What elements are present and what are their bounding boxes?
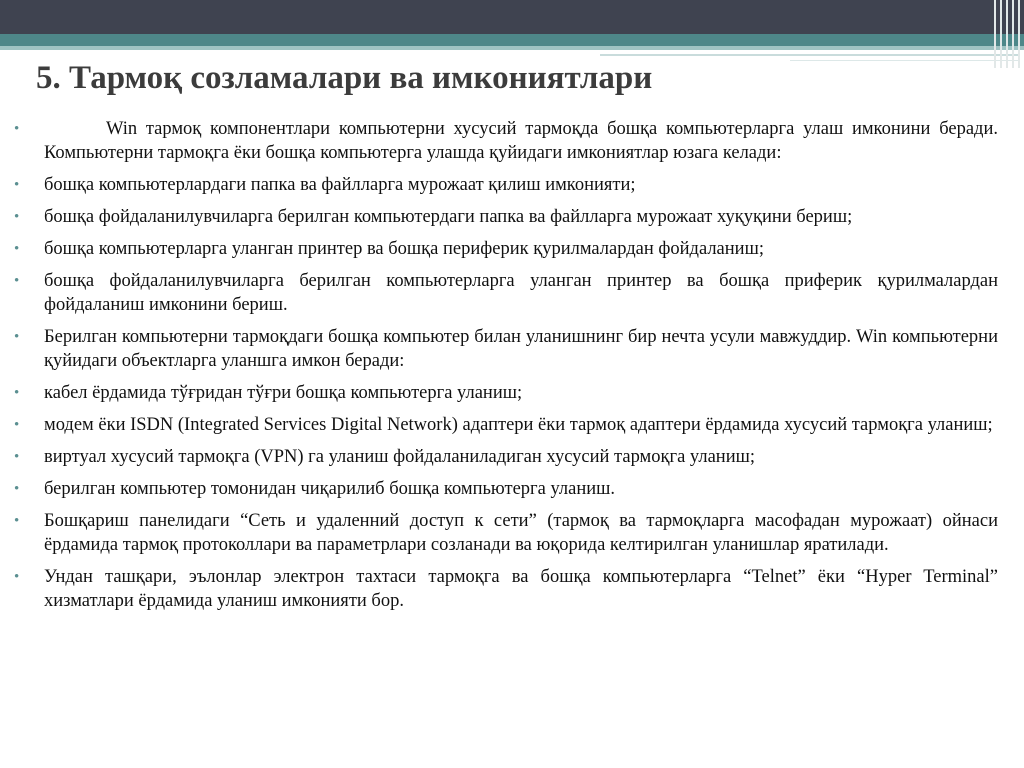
bullet-icon: • bbox=[14, 569, 20, 585]
bullet-icon: • bbox=[14, 481, 20, 497]
list-item bbox=[14, 117, 998, 165]
list-item-text: виртуал хусусий тармоқга (VPN) га уланиш фойдаланиладиган хусусий тармоқга уланиш; bbox=[44, 447, 755, 467]
corner-stripes bbox=[990, 0, 1024, 68]
header-dark-band bbox=[0, 0, 1024, 34]
bullet-icon: • bbox=[14, 513, 20, 529]
list-item-text: модем ёки ISDN (Integrated Services Digital Network) адаптери ёки тармоқ адаптери ёрдамида хусусий тармоқга уланиш; bbox=[44, 415, 993, 435]
list-item-text: бошқа компьютерларга уланган принтер ва бошқа периферик қурилмалардан фойдаланиш; bbox=[44, 239, 764, 259]
bullet-icon: • bbox=[14, 121, 20, 137]
list-item bbox=[14, 381, 998, 405]
header-light-band bbox=[0, 46, 1024, 50]
list-item bbox=[14, 509, 998, 557]
list-item bbox=[14, 237, 998, 261]
list-item-text: бошқа фойдаланилувчиларга берилган компьютердаги папка ва файлларга мурожаат хуқуқини бериш; bbox=[44, 207, 853, 227]
bullet-icon: • bbox=[14, 329, 20, 345]
list-item-text: Win тармоқ компонентлари компьютерни хусусий тармоқда бошқа компьютерларга улаш имконини беради. Компьютерни тармоқга ёки бошқа компьютерга улашда қуйидаги имкониятлар юзага келади: bbox=[44, 119, 998, 163]
list-item bbox=[14, 325, 998, 373]
list-item-text: кабел ёрдамида тўғридан тўғри бошқа компьютерга уланиш; bbox=[44, 383, 523, 403]
list-item-text: бошқа фойдаланилувчиларга берилган компьютерларга уланган принтер ва бошқа приферик қурилмалардан фойдаланиш имконини бериш. bbox=[44, 271, 998, 315]
header-accent-line bbox=[600, 54, 1020, 56]
list-item bbox=[14, 173, 998, 197]
list-item bbox=[14, 413, 998, 437]
list-item-text: Берилган компьютерни тармоқдаги бошқа компьютер билан уланишнинг бир нечта усули мавжуддир. Win компьютерни қуйидаги объектларга уланшга имкон беради: bbox=[44, 327, 998, 371]
list-item bbox=[14, 477, 998, 501]
list-item-text: берилган компьютер томонидан чиқарилиб бошқа компьютерга уланиш. bbox=[44, 479, 616, 499]
bullet-icon: • bbox=[14, 385, 20, 401]
bullet-icon: • bbox=[14, 177, 20, 193]
slide-title: 5. Тармоқ созламалари ва имкониятлари bbox=[36, 60, 653, 96]
list-item-text: Ундан ташқари, эълонлар электрон тахтаси тармоқга ва бошқа компьютерларга “Telnet” ёки “Hyper Terminal” хизматлари ёрдамида уланиш имконияти бор. bbox=[44, 567, 998, 611]
list-item-text: бошқа компьютерлардаги папка ва файлларга мурожаат қилиш имконияти; bbox=[44, 175, 636, 195]
list-item bbox=[14, 269, 998, 317]
list-item bbox=[14, 565, 998, 613]
header-accent-line-short bbox=[790, 60, 1020, 61]
bullet-list bbox=[14, 117, 998, 621]
bullet-icon: • bbox=[14, 241, 20, 257]
bullet-icon: • bbox=[14, 449, 20, 465]
list-item bbox=[14, 445, 998, 469]
bullet-icon: • bbox=[14, 209, 20, 225]
bullet-icon: • bbox=[14, 417, 20, 433]
list-item bbox=[14, 205, 998, 229]
bullet-icon: • bbox=[14, 273, 20, 289]
header-teal-band bbox=[0, 34, 1024, 46]
list-item-text: Бошқариш панелидаги “Сеть и удаленний доступ к сети” (тармоқ ва тармоқларга масофадан мурожаат) ойнаси ёрдамида тармоқ протоколлари ва параметрлари созланади ва юқорида келтирилган уланишлар яратилади. bbox=[44, 511, 998, 555]
